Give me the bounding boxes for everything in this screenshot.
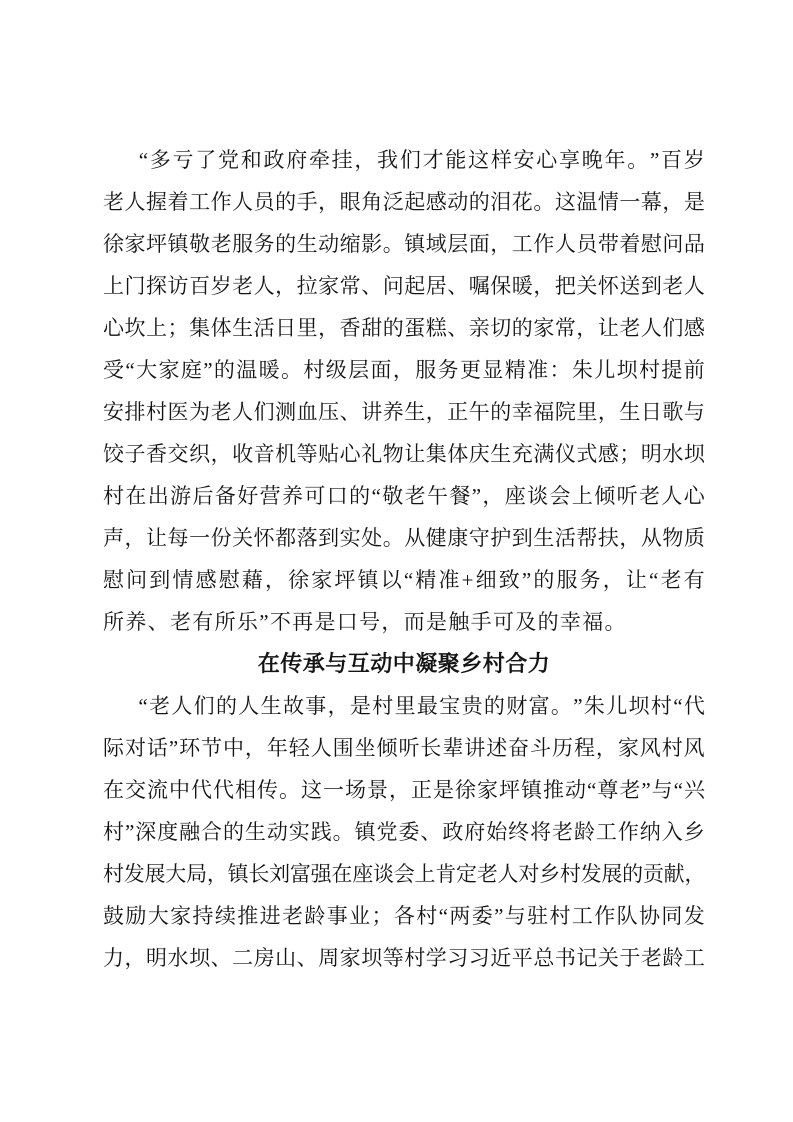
text-line: 所 养 、 老 有 所 乐 ” 不 再 是 口 号 ， 而 是 触 手 可 及 的 幸 福 。 <box>103 610 627 634</box>
text-line: 心 坎 上 ； 集 体 生 活 日 里 ， 香 甜 的 蛋 糕 、 亲 切 的 家 常 ， 让 老 人 们 感 <box>103 316 705 340</box>
text-line: 安 排 村 医 为 老 人 们 测 血 压 、 讲 养 生 ， 正 午 的 幸 福 院 里 ， 生 日 歌 与 <box>103 400 705 424</box>
text-line: 村 发 展 大 局 ， 镇 长 刘 富 强 在 座 谈 会 上 肯 定 老 人 对 乡 村 发 展 的 贡 献 ， <box>103 862 705 886</box>
text-line: 老 人 握 着 工 作 人 员 的 手 ， 眼 角 泛 起 感 动 的 泪 花 。 这 温 情 一 幕 ， 是 <box>103 190 705 214</box>
document-content <box>103 139 705 979</box>
text-line: 村 ” 深 度 融 合 的 生 动 实 践 。 镇 党 委 、 政 府 始 终 将 老 龄 工 作 纳 入 乡 <box>103 820 705 844</box>
text-line: 际 对 话 ” 环 节 中 ， 年 轻 人 围 坐 倾 听 长 辈 讲 述 奋 斗 历 程 ， 家 风 村 风 <box>103 736 705 760</box>
text-line: 在 交 流 中 代 代 相 传 。 这 一 场 景 ， 正 是 徐 家 坪 镇 推 动 “ 尊 老 ” 与 “ 兴 <box>103 778 705 802</box>
text-line: 声 ， 让 每 一 份 关 怀 都 落 到 实 处 。 从 健 康 守 护 到 生 活 帮 扶 ， 从 物 质 <box>103 526 705 550</box>
text-line: 上 门 探 访 百 岁 老 人 ， 拉 家 常 、 问 起 居 、 嘱 保 暖 ， 把 关 怀 送 到 老 人 <box>103 274 705 298</box>
text-line: 受 “ 大 家 庭 ” 的 温 暖 。 村 级 层 面 ， 服 务 更 显 精 准 ： 朱 儿 坝 村 提 前 <box>103 358 705 382</box>
text-line: 鼓 励 大 家 持 续 推 进 老 龄 事 业 ； 各 村 “ 两 委 ” 与 驻 村 工 作 队 协 同 发 <box>103 904 705 928</box>
section-heading: 在传承与互动中凝聚乡村合力 <box>257 651 551 676</box>
text-line: 慰 问 到 情 感 慰 藉 ， 徐 家 坪 镇 以 “ 精 准 + 细 致 ” 的 服 务 ， 让 “ 老 有 <box>103 568 705 592</box>
text-line: 徐 家 坪 镇 敬 老 服 务 的 生 动 缩 影 。 镇 域 层 面 ， 工 作 人 员 带 着 慰 问 品 <box>103 232 705 256</box>
text-line: “ 多 亏 了 党 和 政 府 牵 挂 ， 我 们 才 能 这 样 安 心 享 晚 年 。 ” 百 岁 <box>138 148 705 172</box>
text-line: “ 老 人 们 的 人 生 故 事 ， 是 村 里 最 宝 贵 的 财 富 。 ” 朱 儿 坝 村 “ 代 <box>138 694 705 718</box>
text-line: 村 在 出 游 后 备 好 营 养 可 口 的 “ 敬 老 午 餐 ” ， 座 谈 会 上 倾 听 老 人 心 <box>103 484 705 508</box>
text-line: 饺 子 香 交 织 ， 收 音 机 等 贴 心 礼 物 让 集 体 庆 生 充 满 仪 式 感 ； 明 水 坝 <box>103 442 705 466</box>
text-line: 力 ， 明 水 坝 、 二 房 山 、 周 家 坝 等 村 学 习 习 近 平 总 书 记 关 于 老 龄 工 <box>103 946 705 970</box>
